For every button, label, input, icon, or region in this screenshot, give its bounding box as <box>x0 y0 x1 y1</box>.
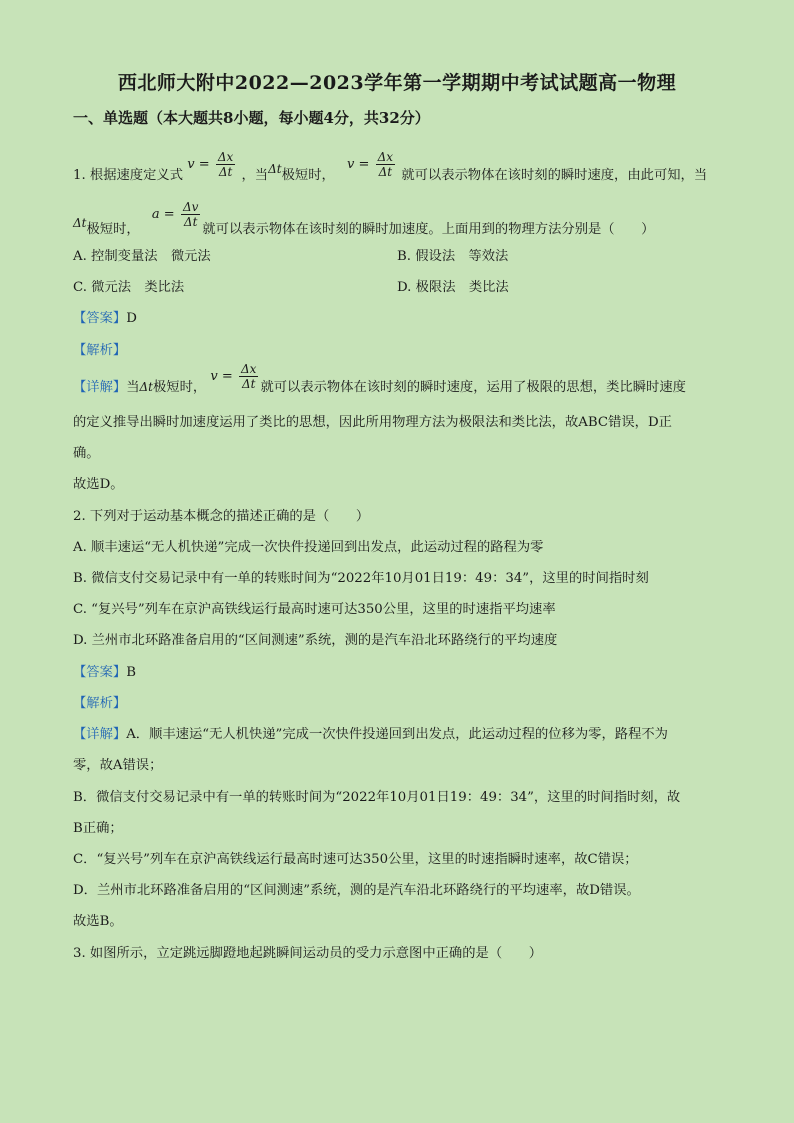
q1-answer <box>73 307 137 326</box>
detail-tag: 【详解】 <box>73 380 127 395</box>
q1-text: 极短时， <box>86 222 140 237</box>
answer-value: B <box>126 665 136 680</box>
q1-stem-line1 <box>73 150 708 183</box>
eq-lhs: a = <box>151 207 175 222</box>
q2-detail-text: A．顺丰速运“无人机快递”完成一次快件投递回到出发点，此运动过程的位移为零，路程不为 <box>126 727 668 742</box>
fraction-numerator: Δx <box>217 150 234 164</box>
q1-conclusion: 故选D。 <box>73 477 124 492</box>
q2-option-a: A. 顺丰速运“无人机快递”完成一次快件投递回到出发点，此运动过程的路程为零 <box>73 540 544 555</box>
eq-lhs: v = <box>210 369 233 384</box>
fraction-denominator: Δt <box>183 215 198 229</box>
q1-text: 就可以表示物体在该时刻的瞬时速度，由此可知，当 <box>401 168 708 183</box>
answer-tag: 【答案】 <box>73 311 127 326</box>
q1-option-a: A. 控制变量法 微元法 <box>73 249 211 264</box>
q1-analysis-tag: 【解析】 <box>73 343 127 358</box>
detail-tag: 【详解】 <box>73 727 127 742</box>
q2-conclusion: 故选B。 <box>73 914 123 929</box>
q1-detail-text: 极短时， <box>152 380 207 395</box>
delta-t: Δt <box>268 162 282 176</box>
q2-answer <box>73 661 136 680</box>
q2-detail-line2: 零，故A错误； <box>73 758 163 773</box>
fraction <box>181 200 200 229</box>
q1-detail-text: 当 <box>126 380 140 395</box>
q2-option-b: B. 微信支付交易记录中有一单的转账时间为“2022年10月01日19：49：34”，这里的时间指时刻 <box>73 571 649 586</box>
answer-tag: 【答案】 <box>73 665 127 680</box>
fraction-numerator: Δx <box>241 362 257 376</box>
delta-t: Δt <box>73 216 87 230</box>
q2-detail-line5: C．“复兴号”列车在京沪高铁线运行最高时速可达350公里，这里的时速指瞬时速率，故C错误； <box>73 852 638 867</box>
fraction-numerator: Δx <box>377 150 394 164</box>
q1-detail-line2: 的定义推导出瞬时加速度运用了类比的思想，因此所用物理方法为极限法和类比法，故ABC错误，D正 <box>73 415 672 430</box>
q1-eq3 <box>152 200 202 229</box>
fraction <box>376 150 395 179</box>
q2-option-c: C. “复兴号”列车在京沪高铁线运行最高时速可达350公里，这里的时速指平均速率 <box>73 602 556 617</box>
fraction-denominator: Δt <box>241 377 256 391</box>
fraction-numerator: Δv <box>182 200 199 214</box>
q1-text: ，当 <box>241 168 269 183</box>
q3-stem: 3. 如图所示，立定跳远脚蹬地起跳瞬间运动员的受力示意图中正确的是（ ） <box>73 946 543 961</box>
q2-stem: 2. 下列对于运动基本概念的描述正确的是（ ） <box>73 509 370 524</box>
q1-option-b: B. 假设法 等效法 <box>397 249 509 264</box>
q1-stem-line2 <box>73 200 655 237</box>
delta-t: Δt <box>139 380 153 394</box>
q1-text: 1. 根据速度定义式 <box>73 168 183 183</box>
eq-lhs: v = <box>347 157 370 172</box>
q1-option-c: C. 微元法 类比法 <box>73 280 185 295</box>
fraction <box>239 362 258 391</box>
page-title: 西北师大附中2022—2023学年第一学期期中考试试题高一物理 <box>117 72 677 94</box>
q1-text: 极短时， <box>281 168 335 183</box>
fraction-denominator: Δt <box>378 165 393 179</box>
section-heading: 一、单选题（本大题共8小题，每小题4分，共32分） <box>73 109 430 127</box>
q2-detail-line3: B．微信支付交易记录中有一单的转账时间为“2022年10月01日19：49：34”，这里的时间指时刻，故 <box>73 790 681 805</box>
q1-detail-text: 就可以表示物体在该时刻的瞬时速度，运用了极限的思想，类比瞬时速度 <box>260 380 686 395</box>
fraction-denominator: Δt <box>218 165 233 179</box>
q2-detail-line4: B正确； <box>73 821 123 836</box>
fraction <box>216 150 235 179</box>
q1-eq2 <box>347 150 397 179</box>
q1-detail-line1 <box>73 362 686 395</box>
q1-detail-line3: 确。 <box>73 446 100 461</box>
eq-lhs: v = <box>187 157 210 172</box>
answer-value: D <box>126 311 137 326</box>
q1-detail-eq <box>210 362 260 391</box>
q1-text: 就可以表示物体在该时刻的瞬时加速度。上面用到的物理方法分别是（ ） <box>202 222 655 237</box>
q2-option-d: D. 兰州市北环路准备启用的“区间测速”系统，测的是汽车沿北环路绕行的平均速度 <box>73 633 558 648</box>
q1-option-d: D. 极限法 类比法 <box>397 280 509 295</box>
q2-analysis-tag: 【解析】 <box>73 696 127 711</box>
q2-detail-line1 <box>73 723 668 742</box>
q2-detail-line6: D．兰州市北环路准备启用的“区间测速”系统，测的是汽车沿北环路绕行的平均速率，故D错误。 <box>73 883 640 898</box>
q1-eq1 <box>187 150 237 179</box>
